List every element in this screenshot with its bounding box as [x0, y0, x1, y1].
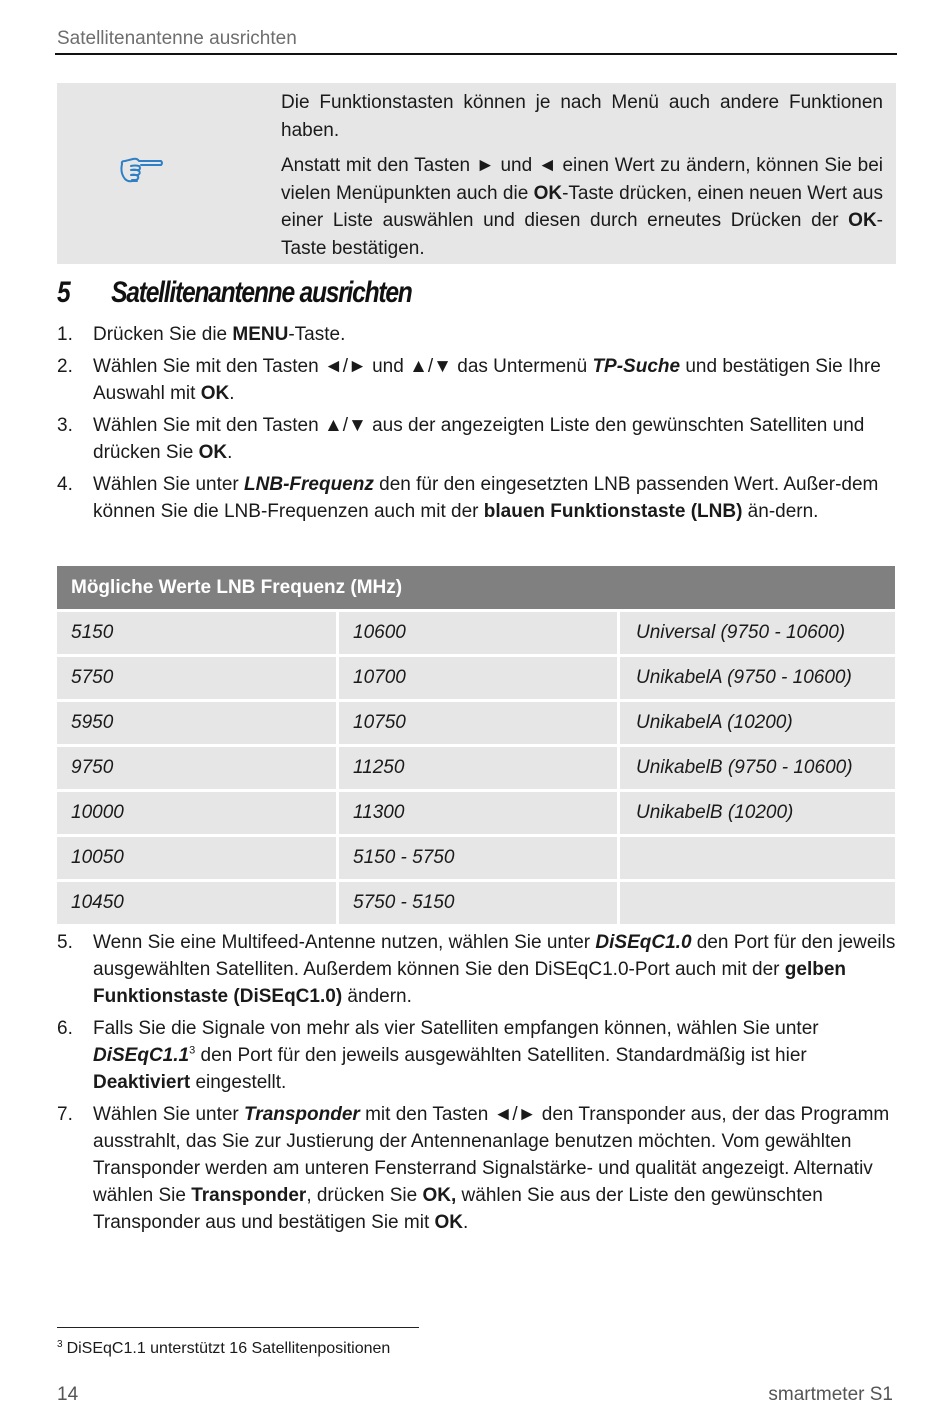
header-rule [55, 53, 897, 55]
step-number: 5. [57, 932, 73, 953]
key-label: OK [198, 442, 228, 463]
section-title [57, 276, 412, 310]
table-row [57, 882, 895, 924]
table-row [57, 702, 895, 744]
note-box [57, 83, 896, 264]
table-row [57, 612, 895, 654]
key-label: OK [200, 383, 230, 404]
table-cell: 11250 [339, 747, 617, 789]
text-run: Falls Sie die Signale von mehr als vier Satelliten empfangen können, wählen Sie unter [93, 1018, 819, 1039]
footnote-mark: 3 [57, 1338, 63, 1350]
text-run: -Taste. [288, 324, 346, 345]
step-number: 7. [57, 1104, 73, 1125]
steps-list-part1 [57, 321, 897, 530]
table-cell: Universal (9750 - 10600) [620, 612, 895, 654]
text-run: den Port für den jeweils ausgewählten Satelliten. Standardmäßig ist hier [195, 1045, 807, 1066]
pointing-hand-icon [119, 155, 165, 185]
steps-list-part2 [57, 929, 897, 1241]
table-cell [620, 882, 895, 924]
step-number: 4. [57, 474, 73, 495]
step-number: 3. [57, 415, 73, 436]
text-run: Wählen Sie unter [93, 1104, 245, 1125]
footnote-rule [57, 1327, 419, 1328]
running-header: Satellitenantenne ausrichten [57, 28, 297, 49]
page-number: 14 [57, 1384, 79, 1405]
menu-term: Transponder [244, 1104, 360, 1125]
text-run: Wählen Sie unter [93, 474, 245, 495]
text-run: wählen Sie aus der Liste den gewünschten Transponder aus und bestätigen Sie mit [93, 1185, 823, 1233]
key-label: OK, [422, 1185, 457, 1206]
section-number: 5 [57, 276, 70, 309]
lnb-frequency-table [57, 566, 895, 924]
step-number: 6. [57, 1018, 73, 1039]
table-cell: 5150 - 5750 [339, 837, 617, 879]
table-cell: UnikabelA (9750 - 10600) [620, 657, 895, 699]
step-item [57, 412, 897, 466]
table-cell: 10000 [57, 792, 336, 834]
key-label: blauen Funktionstaste (LNB) [483, 501, 743, 522]
step-number: 1. [57, 324, 73, 345]
key-label: gelben Funktionstaste (DiSEqC1.0) [93, 959, 847, 1007]
text-run: -Taste bestätigen. [281, 210, 883, 259]
table-cell: 10700 [339, 657, 617, 699]
table-cell: 5150 [57, 612, 336, 654]
text-run: Wenn Sie eine Multifeed-Antenne nutzen, wählen Sie unter [93, 932, 596, 953]
text-run: -Taste drücken, einen neuen Wert aus einer Liste auswählen und diesen durch erneutes Drücken der [281, 182, 883, 231]
table-cell: 9750 [57, 747, 336, 789]
table-cell: 10750 [339, 702, 617, 744]
menu-term: LNB-Frequenz [244, 474, 374, 495]
table-cell: UnikabelB (10200) [620, 792, 895, 834]
table-cell: 5950 [57, 702, 336, 744]
key-label: OK [434, 1212, 463, 1233]
text-run: Anstatt mit den Tasten ► und ◄ einen Wert zu ändern, können Sie bei vielen Menüpunkten auch die [281, 155, 883, 204]
text-run: Drücken Sie die [93, 324, 233, 345]
table-row [57, 837, 895, 879]
text-run: den Port für den jeweils ausgewählten Satelliten. Außerdem können Sie den DiSEqC1.0-Port auch mit der [93, 932, 896, 980]
footnote-reference[interactable]: 3 [189, 1044, 196, 1057]
text-run: mit den Tasten ◄/► den Transponder aus, der das Programm ausstrahlt, das Sie zur Justierung der Antennenanlage benutzen möchten. Vom gewählten Transponder werden am unteren Fensterrand Signalstärke- und qualität angezeigt. Alternativ wählen Sie [93, 1104, 890, 1206]
step-item [57, 1101, 897, 1236]
text-run: . [227, 442, 233, 463]
text-run: , drücken Sie [306, 1185, 423, 1206]
table-row [57, 792, 895, 834]
text-run: ändern. [342, 986, 412, 1007]
step-number: 2. [57, 356, 73, 377]
text-run: den für den eingesetzten LNB passenden Wert. Außer-dem können Sie die LNB-Frequenzen auch mit der [93, 474, 879, 522]
table-header: Mögliche Werte LNB Frequenz (MHz) [57, 566, 895, 609]
step-item [57, 1015, 897, 1096]
table-row [57, 657, 895, 699]
text-run: än-dern. [742, 501, 819, 522]
product-name: smartmeter S1 [768, 1384, 893, 1405]
table-cell: 10450 [57, 882, 336, 924]
text-run: und bestätigen Sie Ihre Auswahl mit [93, 356, 881, 404]
step-item [57, 929, 897, 1010]
table-cell [620, 837, 895, 879]
note-paragraph [281, 152, 883, 262]
menu-term: Transponder [191, 1185, 307, 1206]
text-run: Wählen Sie mit den Tasten ▲/▼ aus der angezeigten Liste den gewünschten Satelliten und drücken Sie [93, 415, 865, 463]
table-row [57, 747, 895, 789]
table-cell: 10600 [339, 612, 617, 654]
table-cell: 5750 [57, 657, 336, 699]
footnote [57, 1340, 390, 1358]
text-run: eingestellt. [190, 1072, 287, 1093]
text-run: . [463, 1212, 469, 1233]
step-item [57, 353, 897, 407]
note-text [281, 89, 883, 270]
text-run: Wählen Sie mit den Tasten ◄/► und ▲/▼ das Untermenü [93, 356, 593, 377]
step-item [57, 471, 897, 525]
step-item [57, 321, 897, 348]
table-cell: 11300 [339, 792, 617, 834]
note-paragraph: Die Funktionstasten können je nach Menü auch andere Funktionen haben. [281, 92, 883, 141]
text-run: . [229, 383, 235, 404]
table-cell: UnikabelA (10200) [620, 702, 895, 744]
key-label: MENU [232, 324, 289, 345]
table-cell: 10050 [57, 837, 336, 879]
section-heading: Satellitenantenne ausrichten [111, 276, 412, 309]
menu-term: DiSEqC1.1 [93, 1045, 190, 1066]
ok-key-label: OK [848, 210, 877, 231]
footnote-text: DiSEqC1.1 unterstützt 16 Satellitenpositionen [66, 1340, 391, 1357]
table-cell: UnikabelB (9750 - 10600) [620, 747, 895, 789]
menu-term: DiSEqC1.0 [595, 932, 692, 953]
menu-term: TP-Suche [592, 356, 681, 377]
value-label: Deaktiviert [93, 1072, 191, 1093]
table-cell: 5750 - 5150 [339, 882, 617, 924]
ok-key-label: OK [533, 182, 563, 204]
